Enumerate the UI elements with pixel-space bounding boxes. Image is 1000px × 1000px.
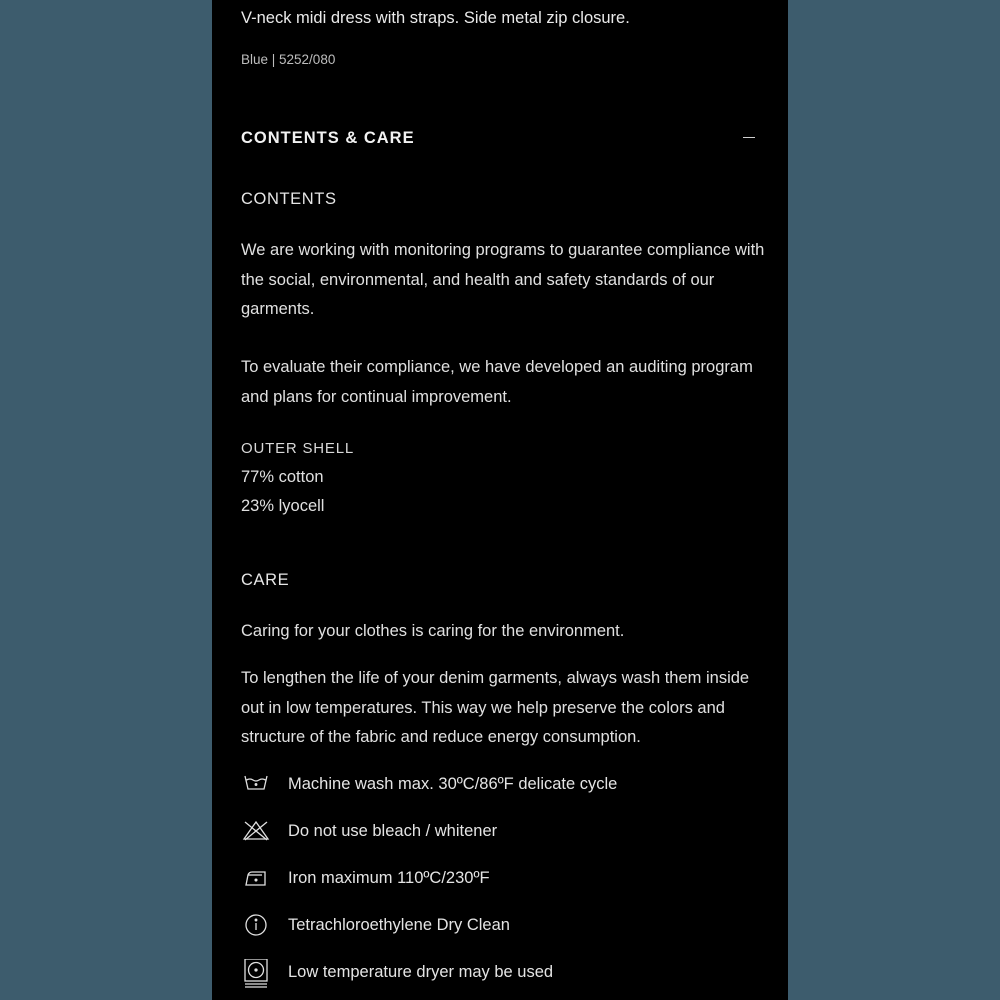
- wash-tub-icon: [241, 771, 271, 801]
- outer-shell-label: OUTER SHELL: [241, 440, 354, 457]
- care-item: [241, 912, 771, 942]
- contents-heading: CONTENTS: [241, 190, 337, 208]
- care-paragraph-2: To lengthen the life of your denim garments, always wash them inside out in low temperatures. This way we help preserve the colors and structure of the fabric and reduce energy consumption.: [241, 669, 750, 746]
- composition-item: 23% lyocell: [241, 497, 325, 515]
- tumble-dryer-icon: [241, 959, 271, 989]
- care-item-text: Machine wash max. 30ºC/86ºF delicate cycle: [288, 775, 618, 793]
- iron-icon: [241, 865, 271, 895]
- care-item-text: Tetrachloroethylene Dry Clean: [288, 916, 510, 934]
- care-item: [241, 865, 771, 895]
- minus-icon[interactable]: [743, 137, 755, 138]
- care-paragraph-1: Caring for your clothes is caring for the environment.: [241, 622, 625, 640]
- care-item-text: Do not use bleach / whitener: [288, 822, 498, 840]
- composition-item: 77% cotton: [241, 468, 324, 486]
- dry-clean-icon: [241, 912, 271, 942]
- care-item: [241, 959, 771, 989]
- care-item-text: Iron maximum 110ºC/230ºF: [288, 869, 490, 887]
- no-bleach-icon: [241, 818, 271, 848]
- product-description: V-neck midi dress with straps. Side metal zip closure.: [241, 9, 630, 27]
- care-item: [241, 818, 771, 848]
- contents-paragraph-1: We are working with monitoring programs to guarantee compliance with the social, environmental, and health and safety standards of our garments.: [241, 241, 765, 318]
- contents-paragraph-2: To evaluate their compliance, we have developed an auditing program and plans for continual improvement.: [241, 358, 753, 406]
- product-color-reference: Blue | 5252/080: [241, 52, 336, 67]
- care-heading: CARE: [241, 571, 290, 589]
- care-item-text: Low temperature dryer may be used: [288, 963, 554, 981]
- contents-care-title[interactable]: CONTENTS & CARE: [241, 129, 415, 147]
- product-details-panel: [212, 0, 788, 1000]
- care-item: [241, 771, 771, 801]
